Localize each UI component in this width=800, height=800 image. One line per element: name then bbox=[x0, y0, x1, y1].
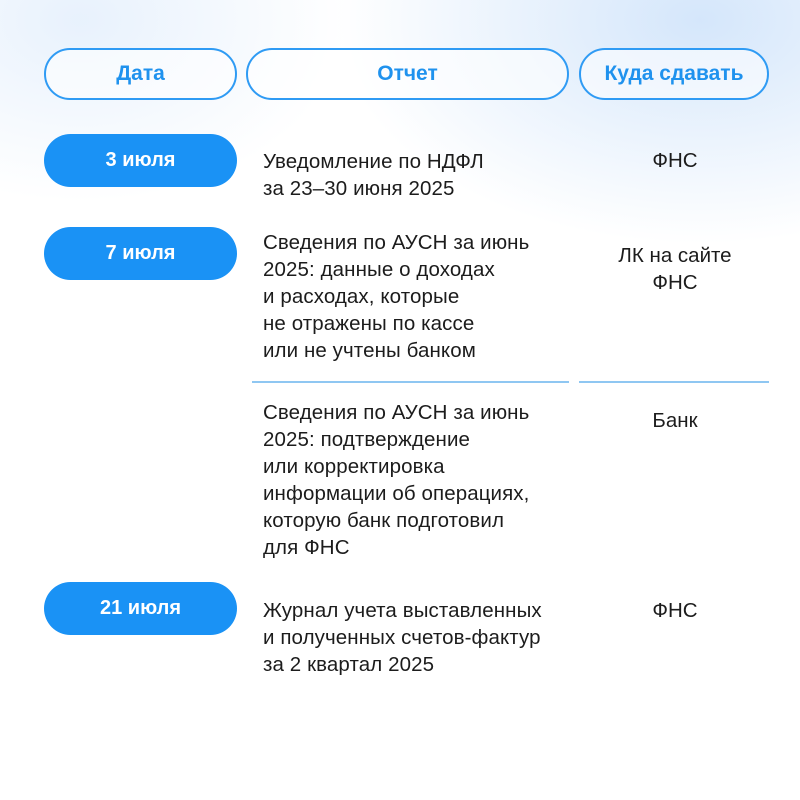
report-text-3: Сведения по АУСН за июнь 2025: подтверждение или корректировка информации об операциях, которую банк подготовил для ФНС bbox=[263, 401, 530, 559]
report-text-1: Уведомление по НДФЛ за 23–30 июня 2025 bbox=[263, 150, 484, 200]
row-separator-where bbox=[579, 381, 769, 383]
report-text-4: Журнал учета выставленных и полученных счетов-фактур за 2 квартал 2025 bbox=[263, 599, 542, 676]
destination-text-4: ФНС bbox=[652, 599, 698, 622]
destination-text-2: ЛК на сайте ФНС bbox=[618, 244, 732, 294]
header-where: Куда сдавать bbox=[579, 48, 769, 100]
report-text-2: Сведения по АУСН за июнь 2025: данные о доходах и расходах, которые не отражены по кассе или не учтены банком bbox=[263, 231, 530, 362]
destination-text-1: ФНС bbox=[652, 149, 698, 172]
date-badge-21-july: 21 июля bbox=[44, 582, 237, 635]
destination-text-3: Банк bbox=[652, 409, 698, 432]
date-badge-3-july: 3 июля bbox=[44, 134, 237, 187]
header-date: Дата bbox=[44, 48, 237, 100]
header-report: Отчет bbox=[246, 48, 569, 100]
row-separator-report bbox=[252, 381, 569, 383]
date-badge-7-july: 7 июля bbox=[44, 227, 237, 280]
